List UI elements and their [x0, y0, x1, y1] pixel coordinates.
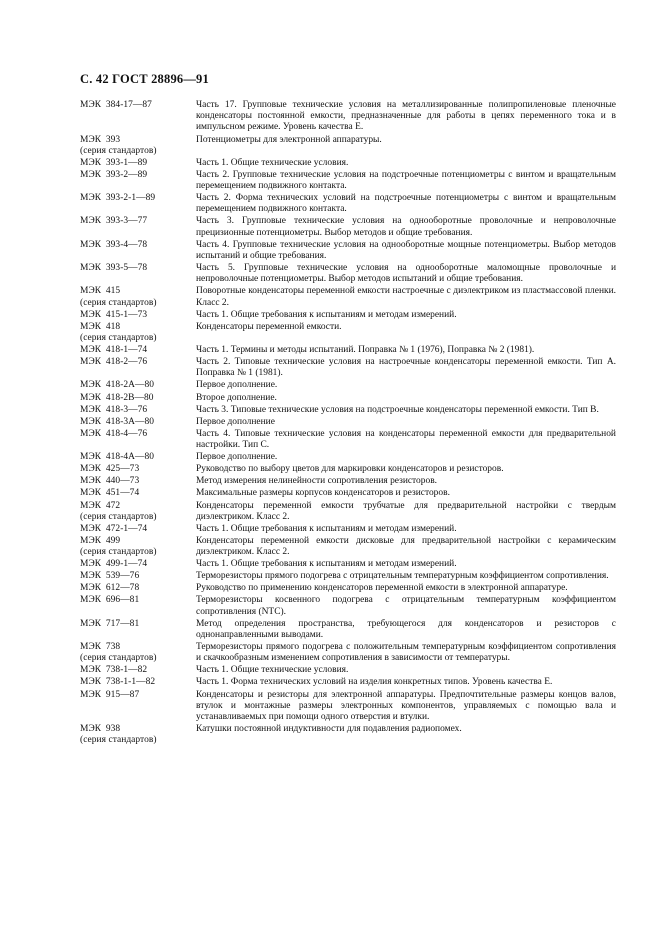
standard-code	[80, 571, 196, 582]
standard-code	[80, 405, 196, 416]
standard-row	[80, 322, 616, 344]
standard-code-number: МЭК 418	[80, 321, 121, 332]
standard-row	[80, 357, 616, 379]
standard-description: Часть 4. Типовые технические условия на конденсаторы переменной емкости для предварительной настройки. Тип С.	[196, 428, 616, 451]
standard-code	[80, 501, 196, 523]
standard-description: Максимальные размеры корпусов конденсаторов и резисторов.	[196, 488, 450, 499]
standard-row	[80, 240, 616, 262]
standard-code-number: МЭК 393-2-1—89	[80, 193, 156, 204]
standard-code	[80, 476, 196, 487]
standard-description: Часть 5. Групповые технические условия на однооборотные маломощные проволочные и непроволочные потенциометры. Выбор методов испытаний и общие требования.	[196, 263, 616, 285]
standard-code	[80, 642, 196, 664]
standard-code-number: МЭК 393	[80, 134, 121, 145]
standard-description: Терморезисторы косвенного подогрева с отрицательным температурным коэффициентом сопротивления (NTC).	[196, 595, 616, 617]
standard-row	[80, 380, 616, 391]
standard-description: Часть 2. Форма технических условий на подстроечные потенциометры с винтом и вращательным перемещением подвижного контакта.	[196, 193, 616, 215]
standard-description: Первое дополнение	[196, 416, 275, 427]
standard-code	[80, 677, 196, 688]
standard-code-number: МЭК 738-1—82	[80, 665, 148, 676]
standard-code	[80, 524, 196, 535]
standard-description: Второе дополнение.	[196, 392, 277, 403]
standard-description: Часть 2. Групповые технические условия на подстроечные потенциометры с винтом и вращательным перемещением подвижного контакта.	[196, 169, 616, 192]
standard-row	[80, 690, 616, 724]
standard-code	[80, 559, 196, 570]
standard-code	[80, 240, 196, 251]
standard-code-number: МЭК 418-4—76	[80, 428, 148, 439]
standard-code-number: МЭК 415	[80, 286, 121, 297]
standard-row	[80, 665, 616, 676]
standard-row	[80, 263, 616, 285]
standard-series-note: (серия стандартов)	[80, 653, 157, 664]
standards-list	[80, 100, 616, 747]
standard-description: Часть 3. Групповые технические условия на однооборотные проволочные и непроволочные прецизионные потенциометры. Выбор методов и общие требования.	[196, 216, 616, 238]
standard-series-note: (серия стандартов)	[80, 297, 157, 308]
standard-description: Метод измерения нелинейности сопротивления резисторов.	[196, 476, 438, 487]
standard-code-number: МЭК 393-4—78	[80, 239, 148, 250]
standard-code	[80, 690, 196, 701]
standard-series-note: (серия стандартов)	[80, 735, 157, 746]
standard-code	[80, 619, 196, 630]
standard-row	[80, 559, 616, 570]
standard-code-number: МЭК 418-3—76	[80, 404, 148, 415]
standard-row	[80, 417, 616, 428]
standard-code	[80, 170, 196, 181]
standard-row	[80, 642, 616, 664]
standard-row	[80, 310, 616, 321]
standard-code	[80, 380, 196, 391]
standard-description: Потенциометры для электронной аппаратуры.	[196, 134, 382, 145]
standard-description: Часть 1. Общие требования к испытаниям и методам измерений.	[196, 559, 457, 570]
standard-code-number: МЭК 696—81	[80, 595, 140, 606]
standard-code-number: МЭК 717—81	[80, 618, 140, 629]
standard-code-number: МЭК 393-5—78	[80, 263, 148, 274]
standard-row	[80, 393, 616, 404]
standard-row	[80, 158, 616, 169]
standard-row	[80, 524, 616, 535]
standard-row	[80, 345, 616, 356]
standard-code-number: МЭК 440—73	[80, 476, 140, 487]
standard-code	[80, 100, 196, 111]
standard-description: Часть 17. Групповые технические условия на металлизированные полипропиленовые пленочные конденсаторы постоянной емкости, предназначенные для работы в цепях переменного тока и в импульсном режиме. Уровень качества Е.	[196, 100, 616, 133]
standard-row	[80, 619, 616, 641]
page-header: С. 42 ГОСТ 28896—91	[80, 72, 209, 86]
standard-description: Конденсаторы и резисторы для электронной аппаратуры. Предпочтительные размеры концов валов, втулок и монтажные размеры электронных компонентов, управляемых с помощью вала и устанавливаемых при помощи одного отверстия и втулки.	[196, 689, 616, 722]
standard-code-number: МЭК 499-1—74	[80, 559, 148, 570]
standard-description: Часть 2. Типовые технические условия на настроечные конденсаторы переменной емкости. Тип А. Поправка № 1 (1981).	[196, 357, 616, 379]
standard-code	[80, 357, 196, 368]
standard-code-number: МЭК 425—73	[80, 464, 140, 475]
standard-code-number: МЭК 418-4А—80	[80, 452, 155, 463]
standard-code-number: МЭК 418-1—74	[80, 345, 148, 356]
standard-row	[80, 405, 616, 416]
standard-row	[80, 193, 616, 215]
standard-code	[80, 724, 196, 746]
standard-code-number: МЭК 418-3А—80	[80, 416, 155, 427]
standard-code	[80, 464, 196, 475]
standard-code-number: МЭК 418-2В—80	[80, 392, 154, 403]
standard-code	[80, 158, 196, 169]
standard-description: Часть 1. Общие технические условия.	[196, 665, 349, 676]
standard-description: Часть 1. Общие требования к испытаниям и методам измерений.	[196, 309, 457, 320]
standard-row	[80, 501, 616, 523]
standard-row	[80, 571, 616, 582]
standard-row	[80, 724, 616, 746]
standard-series-note: (серия стандартов)	[80, 332, 157, 343]
standard-row	[80, 286, 616, 308]
standard-code	[80, 310, 196, 321]
standard-code-number: МЭК 415-1—73	[80, 309, 148, 320]
standard-code	[80, 429, 196, 440]
standard-row	[80, 452, 616, 463]
standard-code	[80, 393, 196, 404]
standard-row	[80, 464, 616, 475]
standard-code	[80, 135, 196, 157]
standard-description: Поворотные конденсаторы переменной емкости настроечные с диэлектриком из пластмассовой пленки. Класс 2.	[196, 286, 616, 308]
standard-row	[80, 536, 616, 558]
standard-code-number: МЭК 451—74	[80, 488, 140, 499]
standard-row	[80, 476, 616, 487]
standard-code-number: МЭК 499	[80, 535, 121, 546]
standard-description: Терморезисторы прямого подогрева с отрицательным температурным коэффициентом сопротивления.	[196, 571, 609, 582]
standard-description: Руководство по применению конденсаторов переменной емкости в электронной аппаратуре.	[196, 583, 568, 594]
standard-row	[80, 100, 616, 134]
standard-code	[80, 263, 196, 274]
standard-code	[80, 452, 196, 463]
standard-code-number: МЭК 612—78	[80, 583, 140, 594]
standard-description: Первое дополнение.	[196, 380, 278, 391]
standard-row	[80, 429, 616, 451]
standard-description: Руководство по выбору цветов для маркировки конденсаторов и резисторов.	[196, 464, 504, 475]
standard-description: Часть 1. Общие технические условия.	[196, 157, 349, 168]
standard-row	[80, 216, 616, 238]
standard-code-number: МЭК 393-3—77	[80, 216, 148, 227]
standard-description: Первое дополнение.	[196, 452, 278, 463]
standard-code	[80, 583, 196, 594]
standard-code-number: МЭК 472-1—74	[80, 523, 148, 534]
standard-code	[80, 216, 196, 227]
standard-code	[80, 595, 196, 606]
standard-code-number: МЭК 393-2—89	[80, 169, 148, 180]
standard-code	[80, 488, 196, 499]
standard-code-number: МЭК 738	[80, 642, 121, 653]
standard-description: Часть 1. Термины и методы испытаний. Поправка № 1 (1976), Поправка № 2 (1981).	[196, 345, 535, 356]
standard-series-note: (серия стандартов)	[80, 547, 157, 558]
standard-description: Часть 1. Форма технических условий на изделия конкретных типов. Уровень качества Е.	[196, 677, 553, 688]
standard-code	[80, 345, 196, 356]
standard-row	[80, 595, 616, 617]
standard-code-number: МЭК 472	[80, 500, 121, 511]
standard-code	[80, 286, 196, 308]
standard-code-number: МЭК 418-2—76	[80, 357, 148, 368]
standard-code	[80, 193, 196, 204]
standard-description: Конденсаторы переменной емкости трубчатые для предварительной настройки с твердым диэлектриком. Класс 2.	[196, 500, 616, 522]
standard-description: Конденсаторы переменной емкости дисковые для предварительной настройки с керамическим диэлектриком. Класс 2.	[196, 535, 616, 558]
standard-code-number: МЭК 418-2А—80	[80, 380, 155, 391]
standard-row	[80, 583, 616, 594]
standard-description: Катушки постоянной индуктивности для подавления радиопомех.	[196, 724, 462, 735]
standard-description: Часть 1. Общие требования к испытаниям и методам измерений.	[196, 523, 457, 534]
standard-series-note: (серия стандартов)	[80, 511, 157, 522]
standard-code-number: МЭК 539—76	[80, 571, 140, 582]
standard-code-number: МЭК 915—87	[80, 689, 140, 700]
standard-code	[80, 536, 196, 558]
standard-code	[80, 417, 196, 428]
standard-row	[80, 135, 616, 157]
standard-series-note: (серия стандартов)	[80, 145, 157, 156]
standard-code	[80, 322, 196, 344]
standard-description: Метод определения пространства, требующегося для конденсаторов и резисторов с однонаправленными выводами.	[196, 618, 616, 640]
standard-code-number: МЭК 384-17—87	[80, 100, 152, 110]
standard-row	[80, 488, 616, 499]
standard-description: Часть 4. Групповые технические условия на однооборотные мощные потенциометры. Выбор методов испытаний и общие требования.	[196, 239, 616, 261]
standard-code-number: МЭК 393-1—89	[80, 157, 148, 168]
standard-code-number: МЭК 938	[80, 724, 121, 735]
standard-code	[80, 665, 196, 676]
standard-description: Терморезисторы прямого подогрева с положительным температурным коэффициентом сопротивления и скачкообразным изменением сопротивления в зависимости от температуры.	[196, 642, 616, 664]
standard-code-number: МЭК 738-1-1—82	[80, 677, 156, 688]
standard-row	[80, 170, 616, 192]
standard-row	[80, 677, 616, 688]
standard-description: Часть 3. Типовые технические условия на подстроечные конденсаторы переменной емкости. Тип В.	[196, 404, 599, 415]
standard-description: Конденсаторы переменной емкости.	[196, 321, 342, 332]
